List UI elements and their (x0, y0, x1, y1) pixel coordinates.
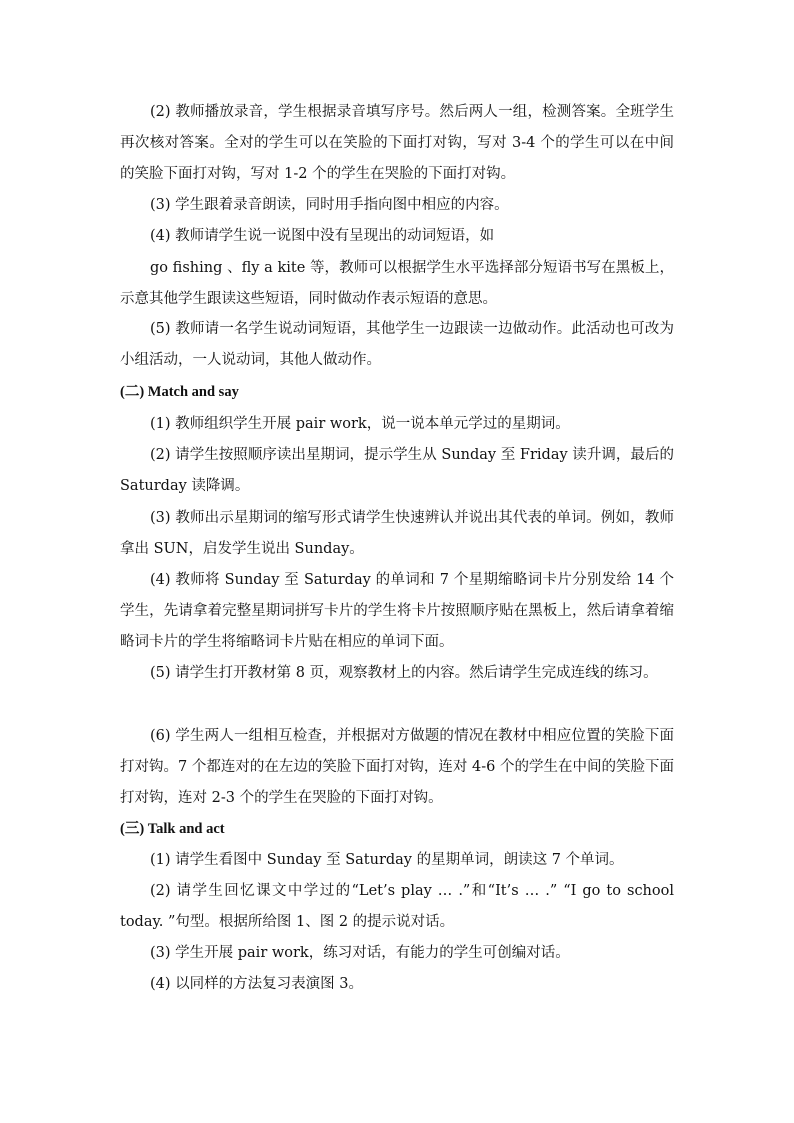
paragraph: (5) 请学生打开教材第 8 页，观察教材上的内容。然后请学生完成连线的练习。 (150, 665, 658, 681)
paragraph: (2) 请学生按照顺序读出星期词，提示学生从 Sunday 至 Friday 读升调，最后的 Saturday 读降调。 (120, 447, 674, 494)
paragraph: (2) 教师播放录音，学生根据录音填写序号。然后两人一组，检测答案。全班学生再次核对答案。全对的学生可以在笑脸的下面打对钩，写对 3-4 个的学生可以在中间的笑脸下面打对钩，写对 1-2 个的学生在哭脸的下面打对钩。 (120, 104, 674, 182)
section-heading: (三) Talk and act (120, 821, 225, 837)
paragraph: (4) 教师将 Sunday 至 Saturday 的单词和 7 个星期缩略词卡片分别发给 14 个学生，先请拿着完整星期词拼写卡片的学生将卡片按照顺序贴在黑板上，然后请拿着缩略词卡片的学生将缩略词卡片贴在相应的单词下面。 (120, 572, 674, 650)
paragraph: (1) 教师组织学生开展 pair work，说一说本单元学过的星期词。 (150, 416, 570, 432)
paragraph: (6) 学生两人一组相互检查，并根据对方做题的情况在教材中相应位置的笑脸下面打对钩。7 个都连对的在左边的笑脸下面打对钩，连对 4-6 个的学生在中间的笑脸下面打对钩，连对 2-3 个的学生在哭脸的下面打对钩。 (120, 728, 674, 806)
paragraph: (5) 教师请一名学生说动词短语，其他学生一边跟读一边做动作。此活动也可改为小组活动，一人说动词，其他人做动作。 (120, 321, 674, 368)
paragraph: (1) 请学生看图中 Sunday 至 Saturday 的星期单词，朗读这 7 个单词。 (150, 852, 624, 868)
paragraph: (4) 以同样的方法复习表演图 3。 (150, 976, 363, 992)
paragraph: (3) 学生跟着录音朗读，同时用手指向图中相应的内容。 (150, 197, 509, 213)
paragraph: (2) 请学生回忆课文中学过的“Let’s play … .”和“It’s … .” “I go to school today. ”句型。根据所给图 1、图 2 的提示说对话。 (120, 883, 674, 930)
section-heading: (二) Match and say (120, 384, 239, 400)
paragraph: go fishing 、fly a kite 等，教师可以根据学生水平选择部分短语书写在黑板上，示意其他学生跟读这些短语，同时做动作表示短语的意思。 (120, 260, 674, 307)
paragraph: (3) 教师出示星期词的缩写形式请学生快速辨认并说出其代表的单词。例如，教师拿出 SUN，启发学生说出 Sunday。 (120, 510, 674, 557)
paragraph: (3) 学生开展 pair work，练习对话，有能力的学生可创编对话。 (150, 945, 570, 961)
paragraph: (4) 教师请学生说一说图中没有呈现出的动词短语，如 (150, 228, 495, 244)
